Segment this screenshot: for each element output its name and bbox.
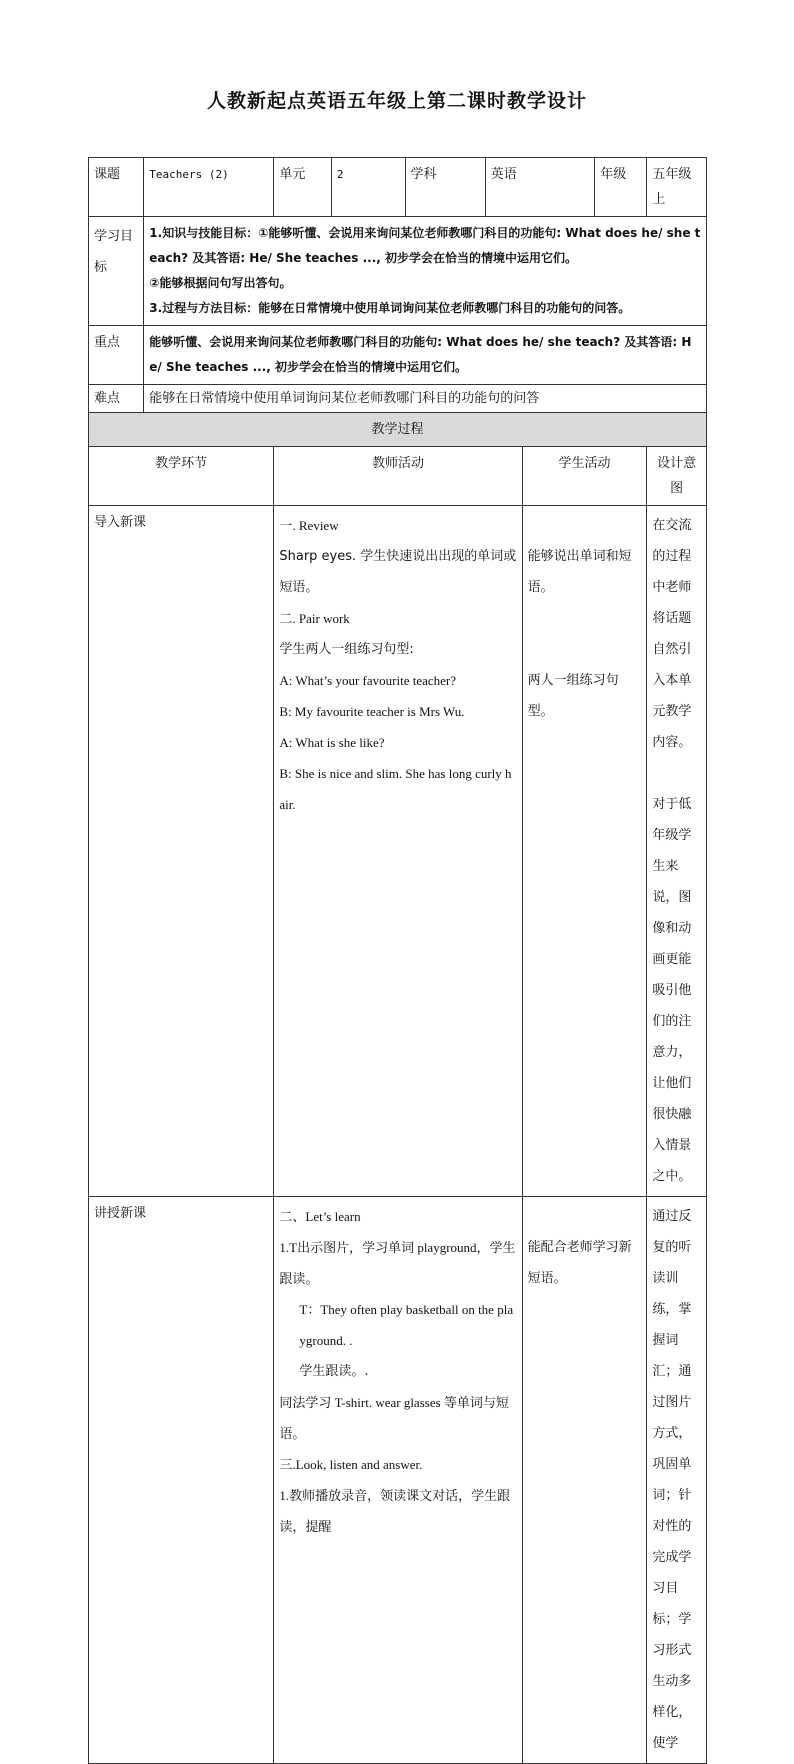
section-teacher [274,506,522,1197]
teacher-line: 1.教师播放录音，领读课文对话，学生跟读，提醒 [279,1488,511,1534]
lesson-plan-table [88,157,707,1764]
section-stage: 导入新课 [89,506,274,1197]
difficulties-text: 能够在日常情境中使用单词询问某位老师教哪门科目的功能句的问答 [144,385,707,413]
objective-line: 1.知识与技能目标：①能够听懂、会说用来询问某位老师教哪门科目的功能句: What does he/ she teach? 及其答语: He/ She teaches ..., 初步学会在恰当的情境中运用它们。 [149,226,701,265]
student-line: 能配合老师学习新短语。 [527,1240,632,1286]
teacher-line: 同法学习 T-shirt. wear glasses 等单词与短语。 [279,1395,509,1441]
intent-line: 在交流的过程中老师将话题自然引入本单元教学内容。 [652,518,692,750]
subject-label: 学科 [405,158,485,217]
intent-line: 对于低年级学生来说，图像和动画更能吸引他们的注意力， 让他们很快融入情景之中。 [652,797,692,1184]
teacher-line: 学生跟读。. [299,1364,369,1379]
column-header: 设计意图 [647,447,707,506]
header-row [89,158,707,217]
difficulties-row [89,385,707,413]
section-intent [647,506,707,1197]
teacher-line: 二、Let’s learn [279,1209,361,1224]
section-stage: 讲授新课 [89,1197,274,1764]
intent-line: 通过反复的听读训练，掌握词汇；通过图片方式，巩固单词；针对性的完成学习目标；学习形式生动多样化，使学 [652,1209,692,1751]
teacher-line: 三.Look, listen and answer. [279,1457,423,1472]
grade-label: 年级 [595,158,647,217]
objectives-content [144,217,707,326]
teacher-line: 二. Pair work [279,611,350,626]
teacher-line: B: My favourite teacher is Mrs Wu. [279,704,465,719]
section-row [89,1197,707,1764]
teacher-line: 学生两人一组练习句型: [279,642,414,657]
grade-value: 五年级上 [647,158,707,217]
column-header: 教师活动 [274,447,522,506]
unit-value: 2 [331,158,405,217]
section-intent [647,1197,707,1764]
process-header-row [89,413,707,447]
column-header: 学生活动 [522,447,647,506]
topic-value: Teachers (2) [144,158,274,217]
teacher-line: A: What’s your favourite teacher? [279,673,457,688]
objective-line: ②能够根据问句写出答句。 [149,276,292,290]
section-teacher [274,1197,522,1764]
teacher-line: 一. Review [279,518,339,533]
teacher-line: B: She is nice and slim. She has long curly hair. [279,766,512,812]
process-header: 教学过程 [89,413,707,447]
key-points-label: 重点 [89,326,144,385]
section-student [522,506,647,1197]
section-student [522,1197,647,1764]
difficulties-label: 难点 [89,385,144,413]
key-points-text: 能够听懂、会说用来询问某位老师教哪门科目的功能句: What does he/ she teach? 及其答语: He/ She teaches ..., 初步学会在恰当的情境中运用它们。 [144,326,707,385]
unit-label: 单元 [274,158,331,217]
objectives-row [89,217,707,326]
document-title: 人教新起点英语五年级上第二课时教学设计 [206,90,587,112]
student-line: 两人一组练习句型。 [527,673,619,719]
objectives-label: 学习目标 [89,217,144,326]
columns-header-row [89,447,707,506]
student-line: 能够说出单词和短语。 [527,549,632,595]
teacher-line: 1.T出示图片，学习单词 playground，学生跟读。 [279,1240,516,1286]
column-header: 教学环节 [89,447,274,506]
subject-value: 英语 [485,158,595,217]
key-points-row [89,326,707,385]
teacher-line: A: What is she like? [279,735,385,750]
section-row [89,506,707,1197]
teacher-line: Sharp eyes. 学生快速说出出现的单词或短语。 [279,549,517,595]
teacher-line: T：They often play basketball on the playground. . [299,1302,514,1348]
topic-label: 课题 [89,158,144,217]
objective-line: 3.过程与方法目标：能够在日常情境中使用单词询问某位老师教哪门科目的功能句的问答。 [149,301,631,315]
